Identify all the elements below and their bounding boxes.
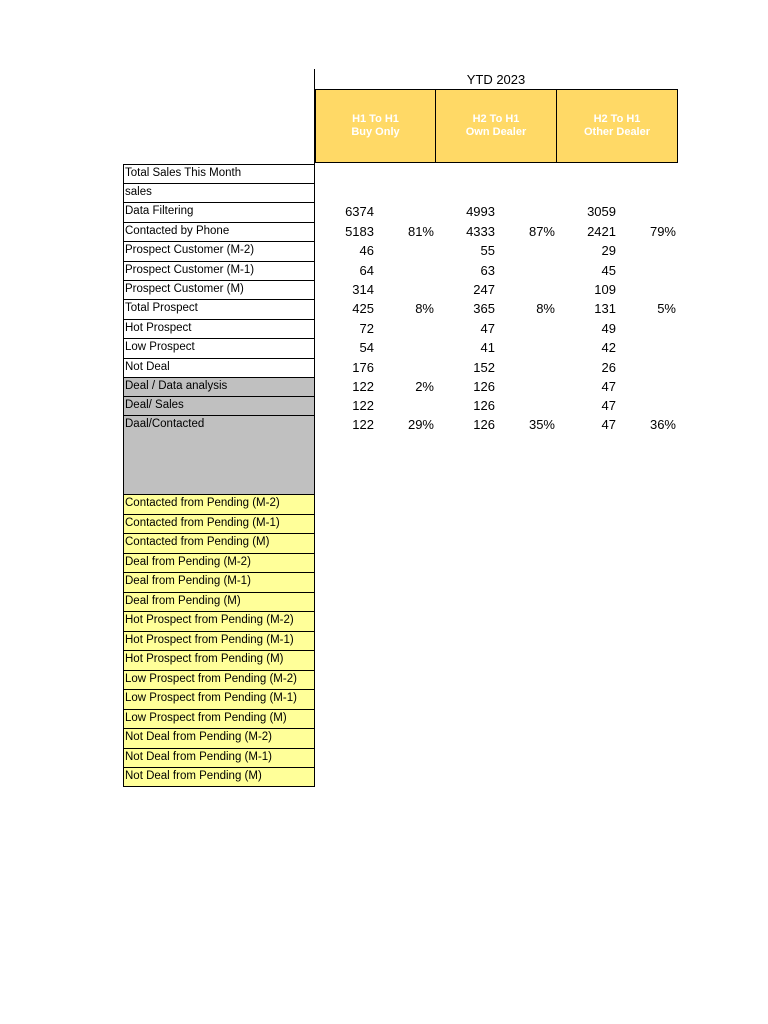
percent-cell xyxy=(495,377,555,396)
value-cell: 4993 xyxy=(466,204,495,219)
row-label: Deal / Data analysis xyxy=(123,377,315,396)
pending-row-label: Deal from Pending (M-2) xyxy=(123,553,315,573)
value-cell: 26 xyxy=(601,360,616,375)
value-cell: 42 xyxy=(601,340,616,355)
percent-cell: 81% xyxy=(407,224,434,239)
percent-cell: 87% xyxy=(528,224,555,239)
value-cell: 126 xyxy=(473,379,495,394)
percent-cell: 36% xyxy=(649,417,676,432)
ytd-title: YTD 2023 xyxy=(466,72,526,87)
value-cell: 109 xyxy=(594,282,616,297)
value-cell: 55 xyxy=(480,243,495,258)
value-cell: 4333 xyxy=(466,224,495,239)
value-cell: 29 xyxy=(601,243,616,258)
value-cell: 131 xyxy=(594,301,616,316)
row-label: Contacted by Phone xyxy=(123,222,315,241)
column-header-line1: H2 To H1 xyxy=(593,113,641,125)
value-cell: 6374 xyxy=(345,204,374,219)
value-cell: 126 xyxy=(473,417,495,432)
value-cell: 314 xyxy=(352,282,374,297)
row-label: Not Deal xyxy=(123,358,315,377)
column-header-line1: H2 To H1 xyxy=(472,113,520,125)
row-label: Total Sales This Month xyxy=(123,164,315,183)
column-header-line2: Own Dealer xyxy=(465,126,527,138)
percent-cell xyxy=(374,241,434,260)
value-cell: 3059 xyxy=(587,204,616,219)
column-header-line2: Other Dealer xyxy=(583,126,651,138)
value-cell: 2421 xyxy=(587,224,616,239)
percent-cell: 8% xyxy=(415,301,434,316)
value-cell: 5183 xyxy=(345,224,374,239)
value-cell: 126 xyxy=(473,398,495,413)
percent-cell xyxy=(495,396,555,415)
percent-cell xyxy=(495,319,555,338)
percent-cell xyxy=(495,358,555,377)
row-label: Hot Prospect xyxy=(123,319,315,338)
value-cell xyxy=(556,183,616,202)
column-header-own-dealer xyxy=(435,89,557,163)
column-header-line2: Buy Only xyxy=(351,126,400,138)
percent-cell xyxy=(616,241,676,260)
percent-cell xyxy=(616,280,676,299)
percent-cell xyxy=(495,338,555,357)
value-cell xyxy=(556,164,616,183)
row-label: Prospect Customer (M-2) xyxy=(123,241,315,261)
pending-row-label: Contacted from Pending (M-1) xyxy=(123,514,315,534)
pending-row-label: Hot Prospect from Pending (M-1) xyxy=(123,631,315,651)
value-cell: 64 xyxy=(359,263,374,278)
value-cell: 63 xyxy=(480,263,495,278)
value-cell: 46 xyxy=(359,243,374,258)
percent-cell: 79% xyxy=(649,224,676,239)
pending-row-label: Low Prospect from Pending (M-2) xyxy=(123,670,315,690)
pending-row-label: Not Deal from Pending (M) xyxy=(123,767,315,787)
row-label: Low Prospect xyxy=(123,338,315,358)
percent-cell xyxy=(495,164,555,183)
value-cell: 72 xyxy=(359,321,374,336)
value-cell: 47 xyxy=(480,321,495,336)
percent-cell xyxy=(495,202,555,221)
percent-cell xyxy=(374,338,434,357)
percent-cell xyxy=(495,280,555,299)
row-label: sales xyxy=(123,183,315,202)
value-cell xyxy=(435,164,495,183)
value-cell: 365 xyxy=(473,301,495,316)
percent-cell xyxy=(616,202,676,221)
percent-cell xyxy=(374,358,434,377)
percent-cell xyxy=(616,377,676,396)
pending-row-label: Low Prospect from Pending (M-1) xyxy=(123,689,315,709)
value-cell: 247 xyxy=(473,282,495,297)
pending-row-label: Not Deal from Pending (M-2) xyxy=(123,728,315,748)
column-header-line1: H1 To H1 xyxy=(352,113,399,125)
value-cell: 122 xyxy=(352,398,374,413)
percent-cell xyxy=(616,183,676,202)
value-cell xyxy=(314,164,374,183)
value-cell: 122 xyxy=(352,417,374,432)
row-label: Daal/Contacted xyxy=(123,415,315,494)
percent-cell: 5% xyxy=(657,301,676,316)
percent-cell xyxy=(616,338,676,357)
value-cell: 49 xyxy=(601,321,616,336)
percent-cell xyxy=(374,261,434,280)
pending-row-label: Not Deal from Pending (M-1) xyxy=(123,748,315,768)
percent-cell xyxy=(374,396,434,415)
value-cell: 47 xyxy=(601,417,616,432)
value-cell xyxy=(314,183,374,202)
column-header-other-dealer xyxy=(556,89,678,163)
row-label: Prospect Customer (M) xyxy=(123,280,315,299)
percent-cell xyxy=(495,261,555,280)
percent-cell: 2% xyxy=(415,379,434,394)
percent-cell xyxy=(616,396,676,415)
pending-row-label: Contacted from Pending (M) xyxy=(123,533,315,553)
percent-cell xyxy=(616,164,676,183)
percent-cell xyxy=(374,319,434,338)
pending-row-label: Low Prospect from Pending (M) xyxy=(123,709,315,729)
pending-row-label: Deal from Pending (M-1) xyxy=(123,572,315,592)
value-cell: 54 xyxy=(359,340,374,355)
percent-cell xyxy=(616,261,676,280)
value-cell: 47 xyxy=(601,379,616,394)
column-header-buy-only xyxy=(315,89,436,163)
pending-row-label: Contacted from Pending (M-2) xyxy=(123,494,315,514)
percent-cell: 35% xyxy=(528,417,555,432)
percent-cell: 8% xyxy=(536,301,555,316)
percent-cell xyxy=(374,280,434,299)
value-cell: 425 xyxy=(352,301,374,316)
percent-cell xyxy=(374,183,434,202)
value-cell: 47 xyxy=(601,398,616,413)
percent-cell xyxy=(495,241,555,260)
pending-row-label: Hot Prospect from Pending (M-2) xyxy=(123,611,315,631)
percent-cell xyxy=(374,164,434,183)
percent-cell xyxy=(616,319,676,338)
row-label: Data Filtering xyxy=(123,202,315,222)
row-label: Deal/ Sales xyxy=(123,396,315,415)
percent-cell xyxy=(616,358,676,377)
value-cell: 122 xyxy=(352,379,374,394)
percent-cell: 29% xyxy=(407,417,434,432)
percent-cell xyxy=(374,202,434,221)
row-label: Prospect Customer (M-1) xyxy=(123,261,315,280)
value-cell: 41 xyxy=(480,340,495,355)
value-cell: 176 xyxy=(352,360,374,375)
pending-row-label: Deal from Pending (M) xyxy=(123,592,315,612)
value-cell xyxy=(435,183,495,202)
percent-cell xyxy=(495,183,555,202)
pending-row-label: Hot Prospect from Pending (M) xyxy=(123,650,315,670)
row-label: Total Prospect xyxy=(123,299,315,319)
value-cell: 152 xyxy=(473,360,495,375)
value-cell: 45 xyxy=(601,263,616,278)
